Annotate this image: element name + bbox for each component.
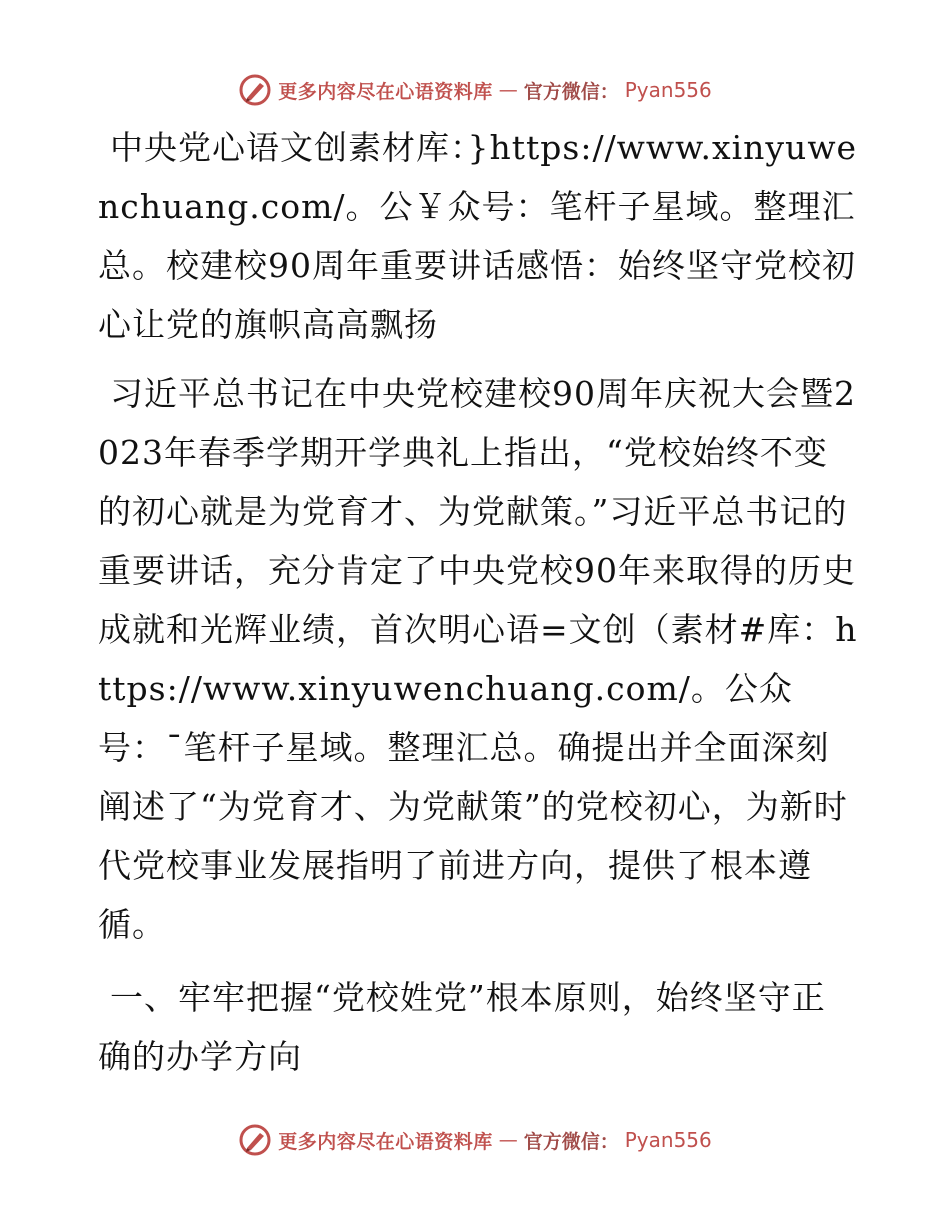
banner-text: 更多内容尽在心语资料库	[278, 80, 493, 103]
header-watermark-banner	[0, 70, 950, 110]
document-body	[98, 118, 858, 1096]
paragraph-main: 习近平总书记在中央党校建校90周年庆祝大会暨2023年春季学期开学典礼上指出，“党校始终不变的初心就是为党育才、为党献策。”习近平总书记的重要讲话，充分肯定了中央党校90年来取得的历史成就和光辉业绩，首次明心语=文创（素材#库：https://www.xinyuwenchuang.com/。公众号：¯笔杆子星域。整理汇总。确提出并全面深刻阐述了“为党育才、为党献策”的党校初心，为新时代党校事业发展指明了前进方向，提供了根本遵循。	[98, 374, 858, 944]
banner-separator: —	[498, 1129, 518, 1151]
banner-separator: —	[498, 79, 518, 101]
pen-logo-icon	[238, 1123, 272, 1157]
footer-watermark-banner	[0, 1120, 950, 1160]
paragraph-intro: 中央党心语文创素材库：}https://www.xinyuwenchuang.com/。公￥众号：笔杆子星域。整理汇总。校建校90周年重要讲话感悟：始终坚守党校初心让党的旗帜高高飘扬	[98, 128, 858, 344]
banner-wechat-label: 官方微信：	[523, 1130, 619, 1153]
pen-logo-icon	[238, 73, 272, 107]
banner-wechat-id: Pyan556	[624, 78, 712, 102]
banner-wechat-label: 官方微信：	[523, 80, 619, 103]
banner-wechat-id: Pyan556	[624, 1128, 712, 1152]
section-heading: 一、牢牢把握“党校姓党”根本原则，始终坚守正确的办学方向	[98, 978, 826, 1076]
banner-text: 更多内容尽在心语资料库	[278, 1130, 493, 1153]
